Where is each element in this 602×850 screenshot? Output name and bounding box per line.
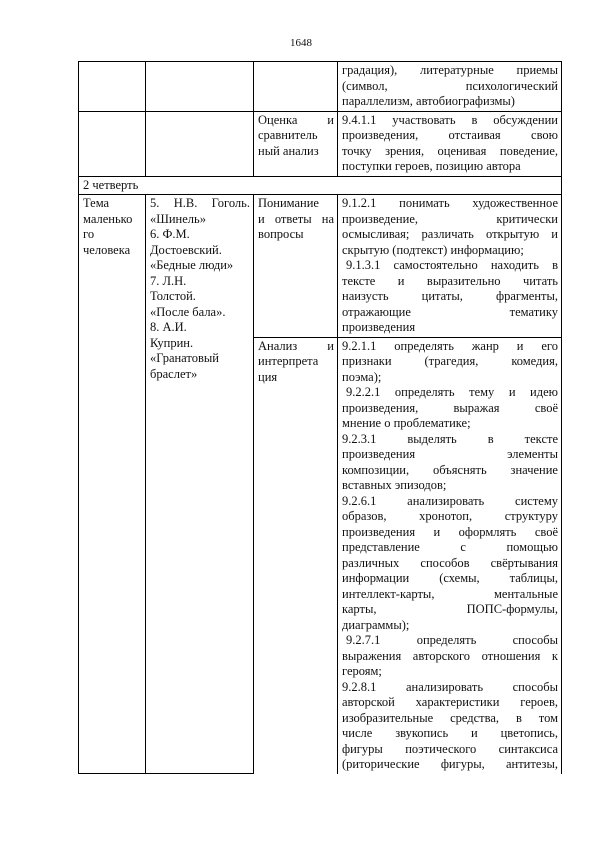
objective-line: произведения и оформлять своё bbox=[342, 524, 558, 539]
works-line: 5. Н.В. Гоголь. bbox=[150, 196, 250, 210]
objective-line: поступки героев, позицию автора bbox=[342, 159, 521, 173]
objectives-cell bbox=[338, 337, 562, 774]
objective-line: 9.2.3.1 выделять в тексте bbox=[342, 431, 558, 446]
works-cell bbox=[146, 195, 254, 774]
objective-line: представление с помощью bbox=[342, 540, 558, 554]
objective-line: скрытую (подтекст) информацию; bbox=[342, 242, 524, 257]
works-line: 8. А.И. bbox=[150, 320, 187, 334]
objective-line: 9.2.7.1 определять способы bbox=[346, 633, 558, 647]
theme-line: Тема bbox=[83, 196, 110, 210]
works-line: Толстой. bbox=[150, 289, 196, 303]
table-row bbox=[79, 62, 562, 112]
objective-line: тексте и выразительно читать bbox=[342, 273, 558, 288]
objective-line: героям; bbox=[342, 664, 382, 678]
objective-line: 9.2.8.1 анализировать способы bbox=[342, 679, 558, 694]
objective-line: изобразительные средства, в том bbox=[342, 710, 558, 725]
objective-line: осмысливая; различать открытую и bbox=[342, 227, 558, 241]
skill-line: Анализ и bbox=[258, 338, 334, 353]
theme-line: маленько bbox=[83, 211, 133, 226]
objective-line: авторской характеристики героев, bbox=[342, 695, 558, 709]
table-row bbox=[79, 111, 562, 176]
objectives-cell bbox=[338, 195, 562, 338]
objective-line: мнение о проблематике; bbox=[342, 416, 471, 430]
objective-line: 9.4.1.1 участвовать в обсуждении bbox=[342, 112, 558, 127]
skill-cell bbox=[254, 111, 338, 176]
objective-line: числе звукопись и цветопись, bbox=[342, 726, 558, 740]
objective-line: карты, ПОПС-формулы, bbox=[342, 602, 558, 616]
skill-line: интерпрета bbox=[258, 354, 319, 368]
quarter-row bbox=[79, 176, 562, 195]
objectives-cell bbox=[338, 62, 562, 112]
curriculum-table bbox=[78, 61, 562, 774]
objective-line: поэма); bbox=[342, 369, 382, 384]
objective-line: 9.1.2.1 понимать художественное bbox=[342, 196, 558, 210]
skill-line: ный анализ bbox=[258, 143, 319, 158]
objective-line: признаки (трагедия, комедия, bbox=[342, 354, 558, 368]
objective-line: фигуры поэтического синтаксиса bbox=[342, 741, 558, 756]
skill-line: Оценка и bbox=[258, 112, 334, 127]
objective-line: точку зрения, оценивая поведение, bbox=[342, 143, 558, 158]
objective-line: произведения элементы bbox=[342, 447, 558, 461]
theme-cell bbox=[79, 62, 146, 112]
objective-line: 9.2.2.1 определять тему и идею bbox=[346, 385, 558, 399]
skill-line: Понимание bbox=[258, 196, 319, 210]
objective-line: вставных эпизодов; bbox=[342, 478, 447, 492]
works-cell bbox=[146, 62, 254, 112]
objective-line: диаграммы); bbox=[342, 617, 410, 632]
objective-line: 9.1.3.1 самостоятельно находить в bbox=[346, 258, 558, 272]
works-line: Куприн. bbox=[150, 335, 194, 350]
objective-line: произведения bbox=[342, 320, 416, 334]
objectives-cell bbox=[338, 111, 562, 176]
objective-line: 9.2.1.1 определять жанр и его bbox=[342, 338, 558, 353]
objective-line: 9.2.6.1 анализировать систему bbox=[342, 493, 558, 508]
objective-line: композиции, объяснять значение bbox=[342, 462, 558, 477]
objective-line: (символ, психологический bbox=[342, 78, 558, 93]
objective-line: градация), литературные приемы bbox=[342, 63, 558, 77]
objective-line: произведение, критически bbox=[342, 211, 558, 226]
works-line: «Бедные люди» bbox=[150, 258, 234, 272]
theme-cell bbox=[79, 195, 146, 774]
works-line: браслет» bbox=[150, 366, 198, 381]
theme-line: го bbox=[83, 227, 95, 241]
objective-line: отражающие тематику bbox=[342, 304, 558, 319]
objective-line: различных способов свёртывания bbox=[342, 555, 558, 570]
objective-line: (риторические фигуры, антитезы, bbox=[342, 757, 558, 771]
skill-line: вопросы bbox=[258, 227, 304, 241]
objective-line: произведения, отстаивая свою bbox=[342, 128, 558, 142]
works-line: 7. Л.Н. bbox=[150, 273, 187, 288]
theme-cell bbox=[79, 111, 146, 176]
skill-cell bbox=[254, 337, 338, 774]
objective-line: наизусть цитаты, фрагменты, bbox=[342, 289, 558, 303]
page-number: 1648 bbox=[290, 37, 312, 49]
objective-line: выражения авторского отношения к bbox=[342, 648, 558, 663]
works-line: «Шинель» bbox=[150, 211, 206, 226]
objective-line: произведения, выражая своё bbox=[342, 400, 558, 415]
works-line: Достоевский. bbox=[150, 242, 222, 257]
skill-cell bbox=[254, 195, 338, 338]
works-line: 6. Ф.М. bbox=[150, 227, 190, 241]
objective-line: параллелизм, автобиографизмы) bbox=[342, 94, 515, 108]
table-row bbox=[79, 195, 562, 338]
works-line: «Гранатовый bbox=[150, 351, 219, 365]
works-line: «После бала». bbox=[150, 304, 226, 319]
theme-line: человека bbox=[83, 242, 131, 257]
skill-cell bbox=[254, 62, 338, 112]
skill-line: сравнитель bbox=[258, 128, 318, 142]
objective-line: информации (схемы, таблицы, bbox=[342, 571, 558, 585]
works-cell bbox=[146, 111, 254, 176]
skill-line: и ответы на bbox=[258, 211, 334, 226]
objective-line: интеллект-карты, ментальные bbox=[342, 586, 558, 601]
skill-line: ция bbox=[258, 369, 278, 384]
objective-line: образов, хронотоп, структуру bbox=[342, 509, 558, 523]
quarter-label: 2 четверть bbox=[79, 176, 562, 195]
